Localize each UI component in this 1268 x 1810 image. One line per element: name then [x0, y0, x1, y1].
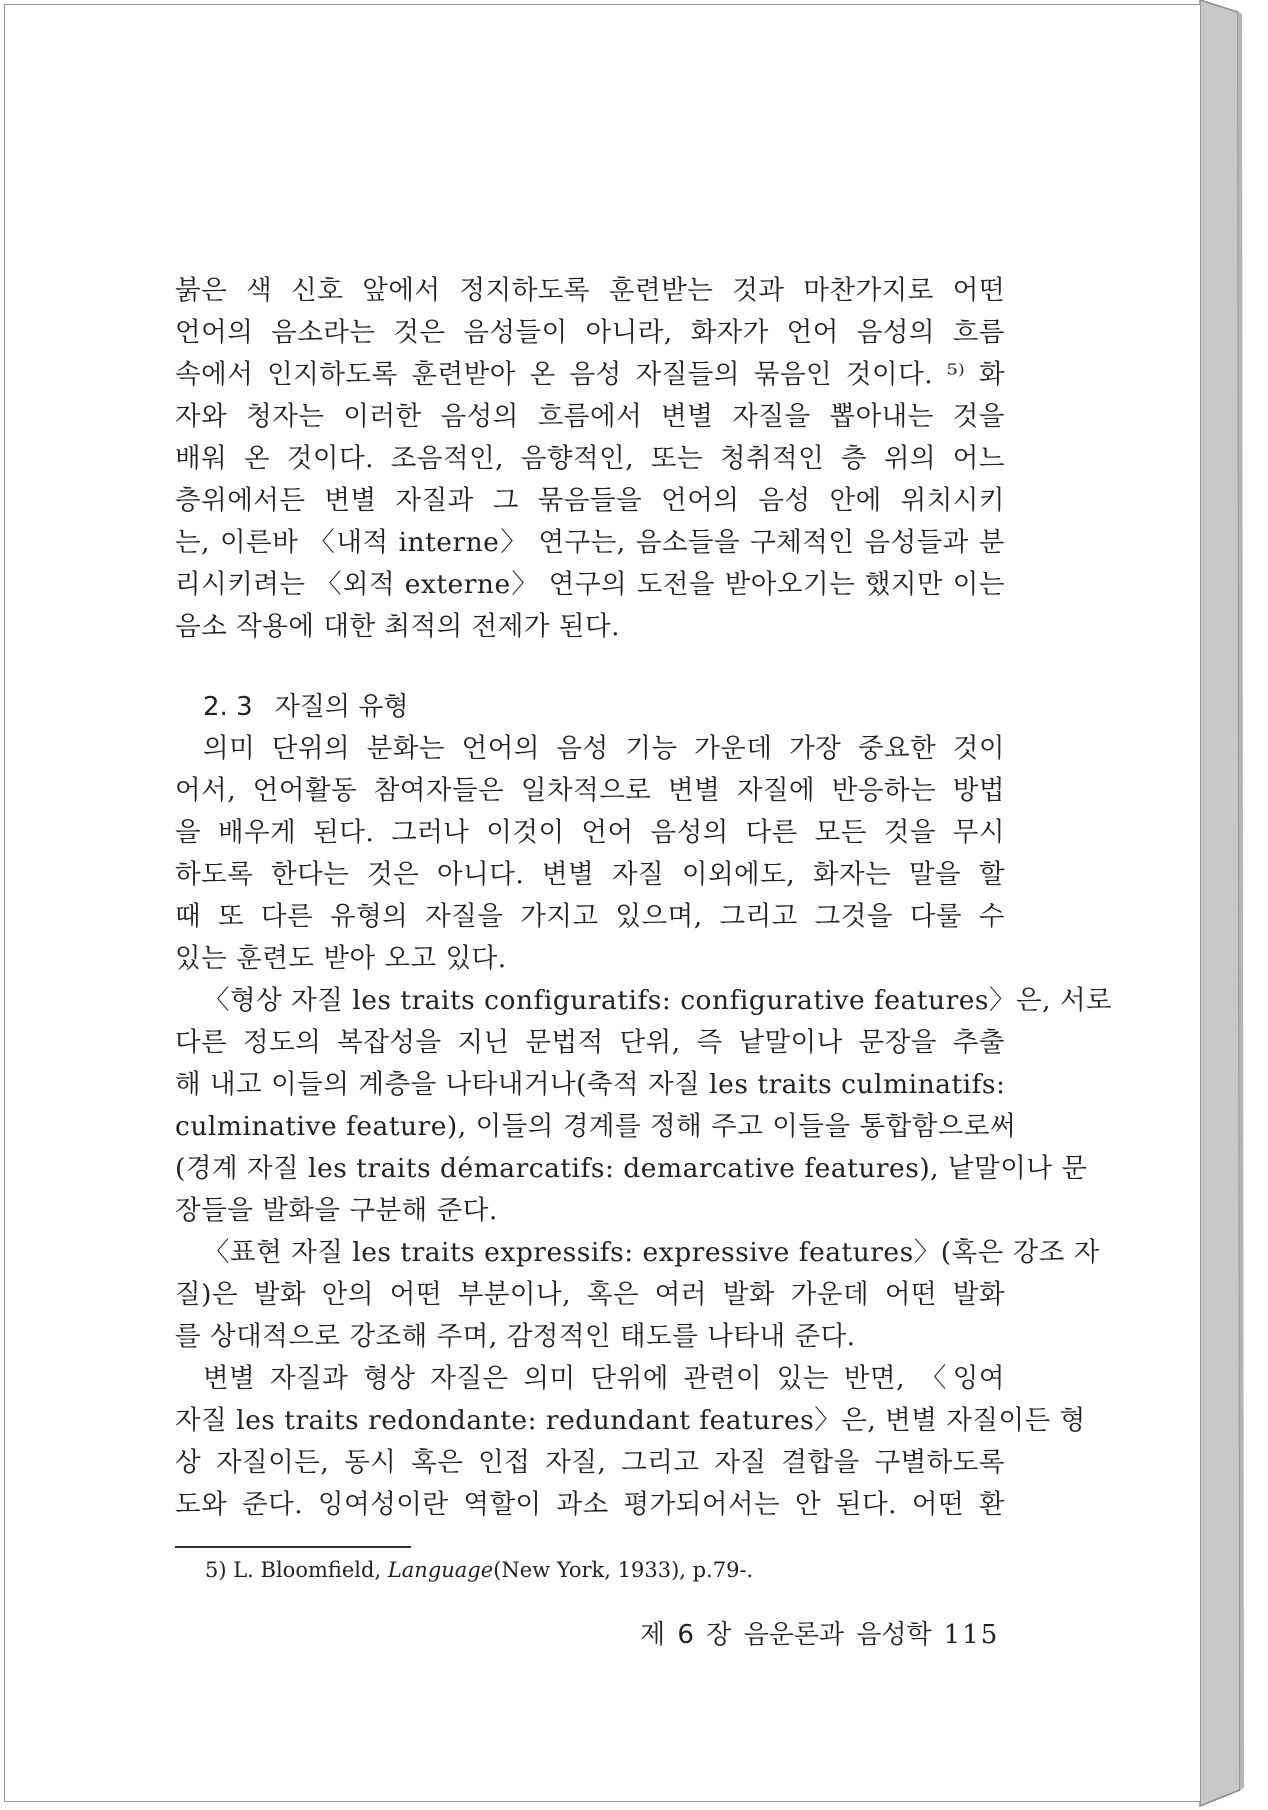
text-line: 상 자질이든, 동시 혹은 인접 자질, 그리고 자질 결합을 구별하도록	[175, 1447, 1005, 1478]
text-line: 변별 자질과 형상 자질은 의미 단위에 관련이 있는 반면, 〈잉여	[203, 1363, 1005, 1394]
text-line: 붉은 색 신호 앞에서 정지하도록 훈련받는 것과 마찬가지로 어떤	[175, 275, 1005, 306]
chapter-title: 제 6 장 음운론과 음성학	[640, 1620, 932, 1650]
text-line: 해 내고 이들의 계층을 나타내거나(축적 자질 les traits culminatifs:	[175, 1069, 1006, 1100]
text-line: 〈표현 자질 les traits expressifs: expressive features〉(혹은 강조 자	[203, 1237, 1100, 1268]
text-line: 를 상대적으로 강조해 주며, 감정적인 태도를 나타내 준다.	[175, 1321, 856, 1352]
text-line: 언어의 음소라는 것은 음성들이 아니라, 화자가 언어 음성의 흐름	[175, 317, 1005, 348]
text-line: 리시키려는 〈외적 externe〉 연구의 도전을 받아오기는 했지만 이는	[175, 569, 1005, 600]
text-line: 층위에서든 변별 자질과 그 묶음들을 언어의 음성 안에 위치시키	[175, 485, 1005, 516]
section-title: 자질의 유형	[274, 692, 409, 722]
paragraph-5	[175, 1358, 1086, 1526]
text-line: 는, 이른바 〈내적 interne〉 연구는, 음소들을 구체적인 음성들과 분	[175, 527, 1005, 558]
page-number: 115	[943, 1620, 1000, 1650]
paragraph-4	[175, 1232, 1100, 1358]
section-number: 2. 3	[203, 692, 253, 722]
text-line: 자와 청자는 이러한 음성의 흐름에서 변별 자질을 뽑아내는 것을	[175, 401, 1005, 432]
running-footer	[640, 1618, 999, 1652]
paragraph-2	[175, 728, 1005, 980]
footnote-prefix: 5) L. Bloomfield,	[205, 1558, 388, 1582]
text-line: 속에서 인지하도록 훈련받아 온 음성 자질들의 묶음인 것이다. ⁵⁾ 화	[175, 359, 1005, 390]
text-line: 〈형상 자질 les traits configuratifs: configurative features〉은, 서로	[203, 985, 1113, 1016]
text-line: (경계 자질 les traits démarcatifs: demarcative features), 낱말이나 문	[175, 1153, 1088, 1184]
paragraph-1	[175, 270, 1005, 648]
text-line: 하도록 한다는 것은 아니다. 변별 자질 이외에도, 화자는 말을 할	[175, 859, 1005, 890]
text-line: 의미 단위의 분화는 언어의 음성 기능 가운데 가장 중요한 것이	[203, 733, 1005, 764]
text-line: 어서, 언어활동 참여자들은 일차적으로 변별 자질에 반응하는 방법	[175, 775, 1005, 806]
paragraph-3	[175, 980, 1113, 1232]
text-line: 도와 준다. 잉여성이란 역할이 과소 평가되어서는 안 된다. 어떤 환	[175, 1489, 1005, 1520]
text-line: 자질 les traits redondante: redundant features〉은, 변별 자질이든 형	[175, 1405, 1086, 1436]
page-edge-shadow	[1200, 0, 1268, 1806]
section-heading	[203, 686, 1005, 728]
footnote-suffix: (New York, 1933), p.79-.	[493, 1558, 754, 1582]
text-line: 배워 온 것이다. 조음적인, 음향적인, 또는 청취적인 층 위의 어느	[175, 443, 1005, 474]
text-line: 을 배우게 된다. 그러나 이것이 언어 음성의 다른 모든 것을 무시	[175, 817, 1005, 848]
text-line: 질)은 발화 안의 어떤 부분이나, 혹은 여러 발화 가운데 어떤 발화	[175, 1279, 1005, 1310]
footnote	[205, 1553, 753, 1587]
footnote-book-title: Language	[387, 1558, 494, 1582]
text-line: 있는 훈련도 받아 오고 있다.	[175, 943, 507, 974]
text-line: 음소 작용에 대한 최적의 전제가 된다.	[175, 611, 621, 642]
text-line: 다른 정도의 복잡성을 지닌 문법적 단위, 즉 낱말이나 문장을 추출	[175, 1027, 1005, 1058]
text-line: 때 또 다른 유형의 자질을 가지고 있으며, 그리고 그것을 다룰 수	[175, 901, 1005, 932]
text-line: culminative feature), 이들의 경계를 정해 주고 이들을 통합함으로써	[175, 1111, 1017, 1142]
footnote-divider	[175, 1546, 411, 1548]
page-body	[175, 270, 1113, 1526]
text-line: 장들을 발화을 구분해 준다.	[175, 1195, 498, 1226]
